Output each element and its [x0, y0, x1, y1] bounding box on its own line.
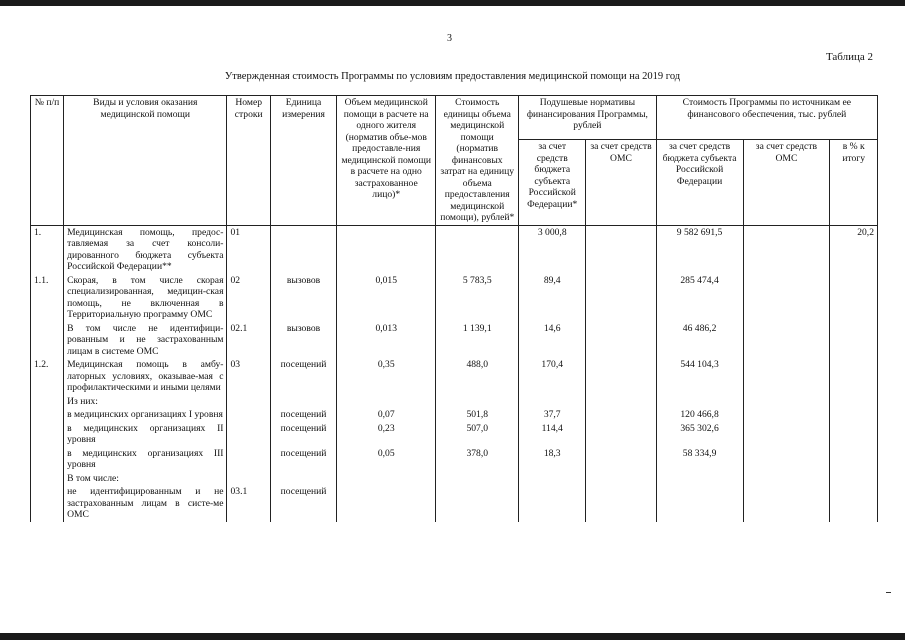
cell-num: [31, 322, 64, 359]
cell-unit: [270, 225, 336, 274]
header-src-percent: в % к итогу: [830, 140, 878, 225]
cell-unit-cost: 501,8: [436, 408, 519, 422]
header-per-capita-group: Подушевые нормативы финансирования Программы, рублей: [519, 96, 657, 140]
header-unit: Единица измерения: [270, 96, 336, 226]
scan-top-edge: [0, 0, 905, 6]
cell-description: Из них:: [64, 395, 227, 409]
cell-pc-budget: 37,7: [519, 408, 586, 422]
cell-num: [31, 472, 64, 486]
cell-row-number: [227, 408, 270, 422]
page-number: 3: [447, 33, 452, 44]
cell-row-number: [227, 422, 270, 447]
table-row: [31, 472, 878, 486]
table-row: [31, 447, 878, 472]
cell-unit: посещений: [270, 422, 336, 447]
cell-row-number: [227, 447, 270, 472]
header-src-budget: за счет средств бюджета субъекта Российской Федерации: [656, 140, 743, 225]
cell-unit-cost: 507,0: [436, 422, 519, 447]
table-row: [31, 225, 878, 274]
table-row: [31, 408, 878, 422]
cell-src-percent: [830, 472, 878, 486]
cell-unit-cost: [436, 225, 519, 274]
cell-src-budget: 9 582 691,5: [656, 225, 743, 274]
cell-pc-budget: [519, 395, 586, 409]
cell-pc-oms: [586, 422, 656, 447]
cell-volume: [337, 472, 436, 486]
cell-volume: [337, 225, 436, 274]
cell-unit: [270, 395, 336, 409]
table-row: [31, 485, 878, 522]
cell-src-budget: 544 104,3: [656, 358, 743, 395]
cell-row-number: 01: [227, 225, 270, 274]
cell-src-percent: [830, 274, 878, 322]
table-label: Таблица 2: [825, 51, 873, 63]
cell-src-oms: [743, 322, 830, 359]
scan-bottom-edge: [0, 633, 905, 640]
cell-unit-cost: 1 139,1: [436, 322, 519, 359]
cell-volume: 0,07: [337, 408, 436, 422]
cell-src-percent: [830, 447, 878, 472]
cell-pc-oms: [586, 447, 656, 472]
cell-volume: 0,05: [337, 447, 436, 472]
cell-num: [31, 408, 64, 422]
cell-description: В том числе:: [64, 472, 227, 486]
table-row: [31, 274, 878, 322]
cell-pc-budget: 114,4: [519, 422, 586, 447]
cell-row-number: 03.1: [227, 485, 270, 522]
cell-pc-budget: 14,6: [519, 322, 586, 359]
scan-mark: [886, 592, 891, 593]
cell-num: [31, 447, 64, 472]
cell-src-budget: 58 334,9: [656, 447, 743, 472]
cell-description: в медицинских организациях III уровня: [64, 447, 227, 472]
header-unit-cost: Стоимость единицы объема медицинской помощи (норматив финансовых затрат на единицу объема предоставления медицинской помощи), рублей*: [436, 96, 519, 226]
cell-num: 1.2.: [31, 358, 64, 395]
cell-unit: вызовов: [270, 322, 336, 359]
table-row: [31, 422, 878, 447]
cell-src-percent: [830, 422, 878, 447]
cell-unit: вызовов: [270, 274, 336, 322]
cell-unit-cost: 488,0: [436, 358, 519, 395]
cell-src-percent: [830, 395, 878, 409]
cell-description: не идентифицированным и не застрахованным лицам в систе-ме ОМС: [64, 485, 227, 522]
cell-pc-oms: [586, 472, 656, 486]
cell-src-oms: [743, 447, 830, 472]
cell-pc-budget: 3 000,8: [519, 225, 586, 274]
cell-pc-budget: 18,3: [519, 447, 586, 472]
cell-pc-budget: 170,4: [519, 358, 586, 395]
cell-src-oms: [743, 358, 830, 395]
cell-description: Скорая, в том числе скорая специализированная, медицин-ская помощь, не включенная в Территориальную программу ОМС: [64, 274, 227, 322]
cell-src-budget: [656, 395, 743, 409]
cell-volume: 0,23: [337, 422, 436, 447]
cell-pc-budget: 89,4: [519, 274, 586, 322]
cell-volume: [337, 485, 436, 522]
cell-row-number: [227, 472, 270, 486]
cell-row-number: 02: [227, 274, 270, 322]
cell-unit: [270, 472, 336, 486]
cell-num: [31, 485, 64, 522]
cell-pc-budget: [519, 472, 586, 486]
cell-src-oms: [743, 395, 830, 409]
cell-src-oms: [743, 422, 830, 447]
cell-src-oms: [743, 472, 830, 486]
cell-unit: посещений: [270, 485, 336, 522]
table-header: [31, 96, 878, 226]
cell-src-oms: [743, 225, 830, 274]
cell-src-percent: 20,2: [830, 225, 878, 274]
cell-row-number: 03: [227, 358, 270, 395]
cell-pc-oms: [586, 358, 656, 395]
header-src-oms: за счет средств ОМС: [743, 140, 830, 225]
cell-src-oms: [743, 485, 830, 522]
cell-src-percent: [830, 485, 878, 522]
table-row: [31, 395, 878, 409]
cell-row-number: 02.1: [227, 322, 270, 359]
cell-description: Медицинская помощь, предос-тавляемая за счет консоли-дированного бюджета субъекта Российской Федерации**: [64, 225, 227, 274]
cell-src-budget: 285 474,4: [656, 274, 743, 322]
table-row: [31, 358, 878, 395]
cell-description: Медицинская помощь в амбу-латорных условиях, оказывае-мая с профилактическими и иными целями: [64, 358, 227, 395]
cell-volume: [337, 395, 436, 409]
cell-volume: 0,013: [337, 322, 436, 359]
cell-src-percent: [830, 322, 878, 359]
header-sources-group: Стоимость Программы по источникам ее финансового обеспечения, тыс. рублей: [656, 96, 877, 140]
cell-src-percent: [830, 408, 878, 422]
cell-src-budget: 46 486,2: [656, 322, 743, 359]
cell-num: 1.: [31, 225, 64, 274]
header-pc-oms: за счет средств ОМС: [586, 140, 656, 225]
header-volume: Объем медицинской помощи в расчете на одного жителя (норматив объе-мов предоставле-ния медицинской помощи в расчете на одно застрахованное лицо)*: [337, 96, 436, 226]
cell-pc-oms: [586, 395, 656, 409]
header-type: Виды и условия оказания медицинской помощи: [64, 96, 227, 226]
cell-src-budget: [656, 472, 743, 486]
cell-src-budget: [656, 485, 743, 522]
cell-pc-oms: [586, 225, 656, 274]
cell-volume: 0,015: [337, 274, 436, 322]
cost-table: [30, 95, 878, 522]
cell-unit-cost: [436, 485, 519, 522]
cell-unit: посещений: [270, 358, 336, 395]
document-title: Утвержденная стоимость Программы по условиям предоставления медицинской помощи на 2019 год: [224, 71, 681, 82]
cell-unit: посещений: [270, 447, 336, 472]
cell-num: [31, 422, 64, 447]
cell-src-oms: [743, 274, 830, 322]
table-row: [31, 322, 878, 359]
cell-src-budget: 120 466,8: [656, 408, 743, 422]
cell-unit: посещений: [270, 408, 336, 422]
cell-src-budget: 365 302,6: [656, 422, 743, 447]
cell-pc-oms: [586, 322, 656, 359]
cell-unit-cost: 5 783,5: [436, 274, 519, 322]
cell-src-oms: [743, 408, 830, 422]
cell-volume: 0,35: [337, 358, 436, 395]
header-row-number: Номер строки: [227, 96, 270, 226]
cell-description: в медицинских организациях II уровня: [64, 422, 227, 447]
header-num: № п/п: [31, 96, 64, 226]
cell-unit-cost: [436, 472, 519, 486]
header-pc-budget: за счет средств бюджета субъекта Российской Федерации*: [519, 140, 586, 225]
cell-unit-cost: 378,0: [436, 447, 519, 472]
cell-unit-cost: [436, 395, 519, 409]
cell-num: [31, 395, 64, 409]
cell-num: 1.1.: [31, 274, 64, 322]
cell-pc-oms: [586, 485, 656, 522]
cell-pc-oms: [586, 408, 656, 422]
cell-pc-budget: [519, 485, 586, 522]
cell-row-number: [227, 395, 270, 409]
cell-description: В том числе не идентифици-рованным и не застрахованным лицам в системе ОМС: [64, 322, 227, 359]
cell-src-percent: [830, 358, 878, 395]
cell-pc-oms: [586, 274, 656, 322]
cell-description: в медицинских организациях I уровня: [64, 408, 227, 422]
table-body: [31, 225, 878, 522]
